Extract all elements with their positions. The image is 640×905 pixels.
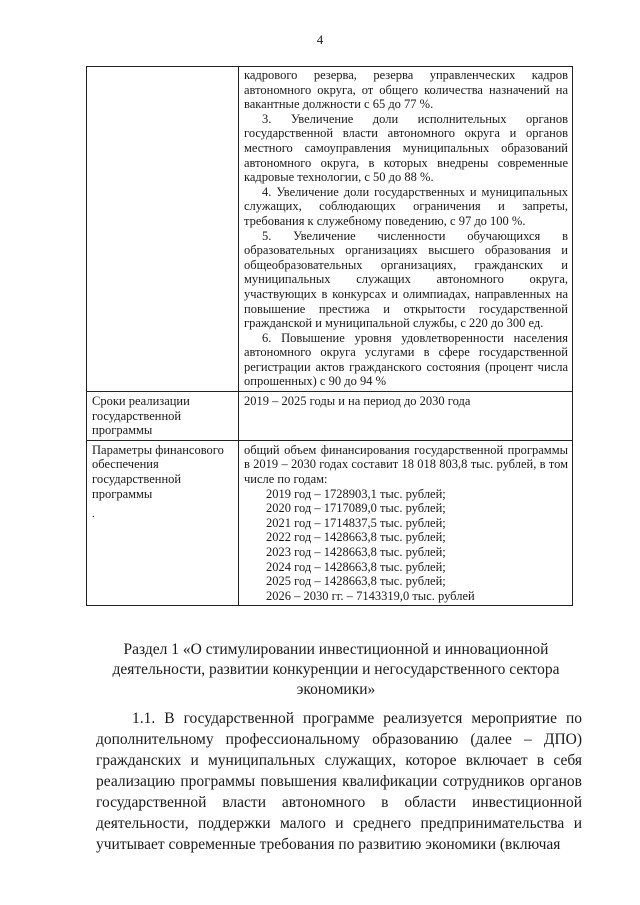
section-title: Раздел 1 «О стимулировании инвестиционной и инновационной деятельности, развитии конкуренции и негосударственного сектора экономики» [112, 641, 560, 698]
finance-mark: . [92, 508, 95, 521]
target-item-5: 5. Увеличение численности обучающихся в образовательных организациях высшего образования и общеобразовательных организациях, гражданских и муниципальных служащих автономного округа, участвующих в конкурсах и олимпиадах, направленных на повышение престижа и открытости государственной гражданской и муниципальной службы, с 220 до 300 ед. [244, 228, 568, 331]
finance-year-2021: 2021 год – 1714837,5 тыс. рублей; [266, 515, 446, 530]
finance-label-cell [87, 440, 239, 606]
targets-label-cell [87, 67, 239, 392]
finance-year-2019: 2019 год – 1728903,1 тыс. рублей; [266, 486, 446, 501]
table-row-terms [87, 392, 573, 441]
finance-year-2025: 2025 год – 1428663,8 тыс. рублей; [266, 574, 446, 589]
finance-value-cell [239, 440, 573, 606]
targets-value-cell [239, 67, 573, 392]
terms-value-text: 2019 – 2025 годы и на период до 2030 года [244, 394, 471, 409]
program-passport-table [86, 66, 573, 606]
terms-label: Сроки реализации государственной программы [87, 392, 239, 441]
page-number: 4 [316, 32, 324, 47]
table-row-targets [87, 67, 573, 392]
finance-intro: общий объем финансирования государственной программы в 2019 – 2030 годах составит 18 018 803,8 тыс. рублей, в том числе по годам: [244, 442, 568, 487]
finance-year-2022: 2022 год – 1428663,8 тыс. рублей; [266, 530, 446, 545]
target-item-3: 3. Увеличение доли исполнительных органов государственной власти автономного округа и органов местного самоуправления муниципальных образований автономного округа, в которых внедрены современные кадровые технологии, с 50 до 88 %. [244, 111, 568, 185]
finance-year-2023: 2023 год – 1428663,8 тыс. рублей; [266, 545, 446, 559]
finance-year-2020: 2020 год – 1717089,0 тыс. рублей; [266, 501, 446, 516]
finance-year-2024: 2024 год – 1428663,8 тыс. рублей; [266, 559, 446, 574]
table-row-finance [87, 440, 573, 606]
target-continuation-text: кадрового резерва, резерва управленческих кадров автономного округа, от общего количества назначений на вакантные должности с 65 до 77 %. [244, 68, 568, 112]
target-item-6: 6. Повышение уровня удовлетворенности населения автономного округа услугами в сфере государственной регистрации актов гражданского состояния (процент числа опрошенных) с 90 до 94 % [244, 330, 568, 389]
target-item-4: 4. Увеличение доли государственных и муниципальных служащих, соблюдающих ограничения и запреты, требования к служебному поведению, с 97 до 100 %. [244, 184, 568, 228]
body-text [96, 708, 582, 855]
finance-year-2026-2030: 2026 – 2030 гг. – 7143319,0 тыс. рублей [266, 588, 475, 603]
finance-label: Параметры финансового обеспечения государственной программы [92, 442, 224, 501]
body-paragraph: 1.1. В государственной программе реализуется мероприятие по дополнительному профессиональному образованию (далее – ДПО) гражданских и муниципальных служащих, которое включает в себя реализацию программы повышения квалификации сотрудников органов государственной власти автономного в области инвестиционной деятельности, поддержки малого и среднего предпринимательства и учитывает современные требования по развитию экономики (включая [96, 710, 582, 853]
terms-value [239, 392, 573, 441]
